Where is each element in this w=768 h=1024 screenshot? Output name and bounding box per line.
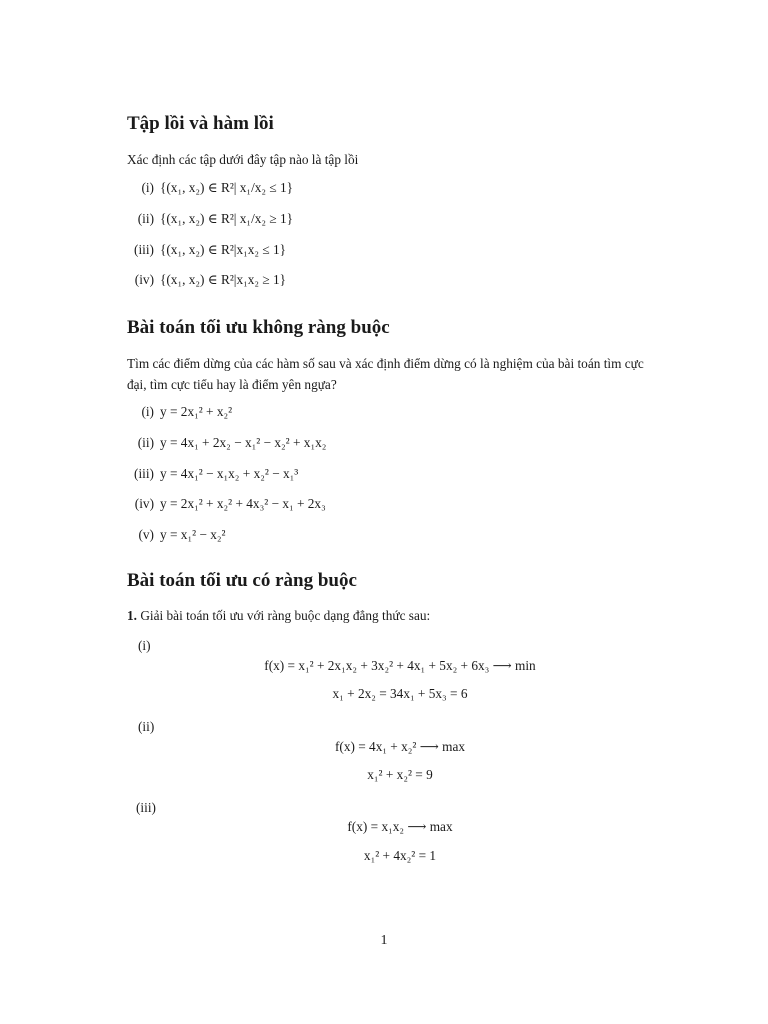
item-label: (i) [141,180,154,195]
constraint-equation: x₁ + 2x₂ = 34x₁ + 5x₃ = 6 [332,686,468,701]
constraint-equation: x₁² + x₂² = 9 [367,767,433,782]
problem-text: Giải bài toán tối ưu với ràng buộc dạng đẳng thức sau: [140,608,431,623]
section-title-convex: Tập lồi và hàm lồi [127,113,274,134]
section-intro-convex: Xác định các tập dưới đây tập nào là tập lồi [127,152,359,167]
item-label: (iv) [134,272,154,287]
objective-equation: f(x) = x₁x₂ ⟶ max [347,819,453,834]
item-math: y = 4x₁² − x₁x₂ + x₂² − x₁³ [160,466,299,481]
item-math: {(x₁, x₂) ∈ R²| x₁/x₂ ≥ 1} [160,211,294,226]
item-label: (i) [138,638,151,653]
section-title-constrained: Bài toán tối ưu có ràng buộc [127,570,357,591]
item-label: (ii) [138,719,155,734]
item-math: {(x₁, x₂) ∈ R²|x₁x₂ ≥ 1} [160,272,287,287]
item-math: {(x₁, x₂) ∈ R²| x₁/x₂ ≤ 1} [160,180,294,195]
page-number: 1 [380,933,388,948]
objective-equation: f(x) = x₁² + 2x₁x₂ + 3x₂² + 4x₁ + 5x₂ + 6x₃ ⟶ min [264,658,536,673]
item-label: (ii) [137,211,154,226]
problem-number: 1. [127,608,137,623]
item-label: (iv) [134,496,154,511]
sub-label [136,800,156,816]
sub-label [138,719,154,735]
item-math: y = 2x₁² + x₂² [160,404,233,419]
objective-equation: f(x) = 4x₁ + x₂² ⟶ max [334,739,466,754]
constraint-equation: x₁² + 4x₂² = 1 [363,848,437,863]
item-math: y = 4x₁ + 2x₂ − x₁² − x₂² + x₁x₂ [160,435,327,450]
section-intro-unconstrained: Tìm các điểm dừng của các hàm số sau và xác định điểm dừng có là nghiệm của bài toán tìm cực đại, tìm cực tiểu hay là điểm yên ngựa? [127,356,644,392]
item-label: (i) [141,404,154,419]
item-math: {(x₁, x₂) ∈ R²|x₁x₂ ≤ 1} [160,242,287,257]
item-math: y = x₁² − x₂² [160,527,226,542]
item-label: (iii) [136,800,156,815]
item-math: y = 2x₁² + x₂² + 4x₃² − x₁ + 2x₃ [160,496,326,511]
item-label: (iii) [134,466,154,481]
section-title-unconstrained: Bài toán tối ưu không ràng buộc [127,317,390,338]
item-label: (v) [138,527,154,542]
item-label: (iii) [134,242,154,257]
problem-statement [127,605,647,626]
item-label: (ii) [137,435,154,450]
sub-label [138,638,151,654]
